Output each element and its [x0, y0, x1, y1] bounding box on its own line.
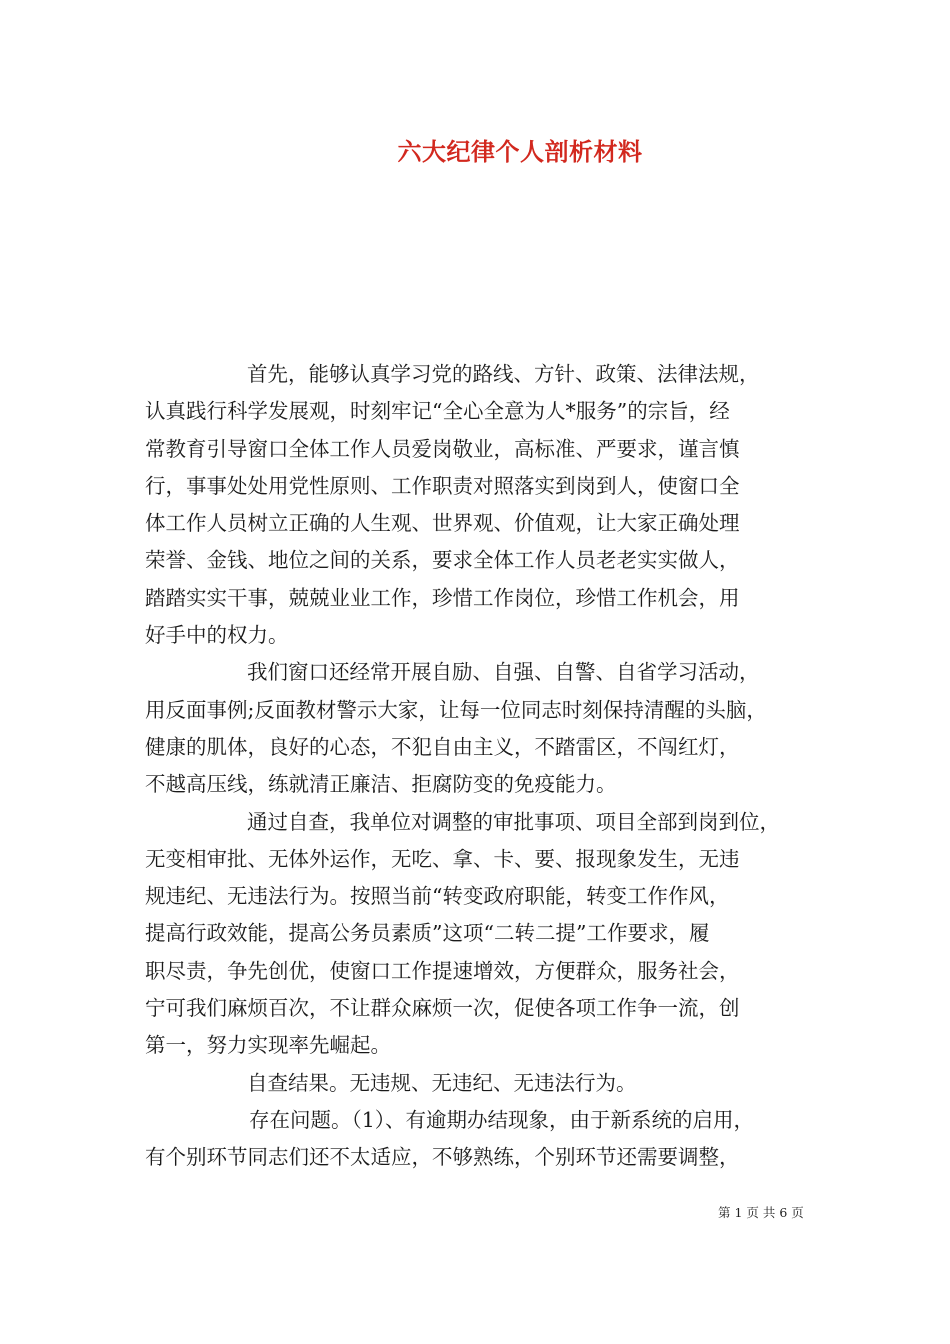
paragraph [145, 356, 805, 654]
paragraph-line: 第一，努力实现率先崛起。 [145, 1033, 391, 1058]
paragraph-line: 自查结果。无违规、无违纪、无违法行为。 [247, 1070, 637, 1095]
paragraph-line: 行，事事处处用党性原则、工作职责对照落实到岗到人，使窗口全 [145, 473, 740, 498]
document-title: 六大纪律个人剖析材料 [397, 137, 643, 166]
paragraph-line: 宁可我们麻烦百次，不让群众麻烦一次，促使各项工作争一流，创 [145, 996, 740, 1021]
paragraph-line: 认真践行科学发展观，时刻牢记“全心全意为人*服务”的宗旨，经 [145, 399, 730, 424]
paragraph-line: 无变相审批、无体外运作，无吃、拿、卡、要、报现象发生，无违 [145, 846, 740, 871]
paragraph [145, 804, 805, 1065]
paragraph-line: 常教育引导窗口全体工作人员爱岗敬业，高标准、严要求，谨言慎 [145, 436, 740, 461]
paragraph-line: 首先，能够认真学习党的路线、方针、政策、法律法规， [247, 362, 760, 386]
paragraph-line: 职尽责，争先创优，使窗口工作提速增效，方便群众，服务社会， [145, 958, 740, 983]
paragraph [145, 1102, 805, 1177]
paragraph-line: 不越高压线，练就清正廉洁、拒腐防变的免疫能力。 [145, 772, 617, 797]
paragraph-line: 规违纪、无违法行为。按照当前“转变政府职能，转变工作作风， [145, 884, 730, 909]
paragraph [145, 654, 805, 803]
paragraph-line: 健康的肌体，良好的心态，不犯自由主义，不踏雷区，不闯红灯， [145, 734, 740, 759]
paragraph-line: 有个别环节同志们还不太适应，不够熟练，个别环节还需要调整， [145, 1145, 740, 1170]
paragraph [145, 1065, 805, 1102]
paragraph-line: 我们窗口还经常开展自励、自强、自警、自省学习活动， [247, 660, 760, 685]
page-footer: 第 1 页 共 6 页 [718, 1205, 804, 1220]
paragraph-line: 存在问题。（1）、有逾期办结现象，由于新系统的启用， [249, 1107, 755, 1132]
paragraph-line: 好手中的权力。 [145, 623, 289, 648]
paragraph-line: 荣誉、金钱、地位之间的关系，要求全体工作人员老老实实做人， [145, 548, 740, 573]
document-body [145, 356, 805, 1177]
paragraph-line: 用反面事例;反面教材警示大家，让每一位同志时刻保持清醒的头脑， [145, 697, 767, 722]
paragraph-line: 体工作人员树立正确的人生观、世界观、价值观，让大家正确处理 [145, 511, 740, 536]
paragraph-line: 通过自查，我单位对调整的审批事项、项目全部到岗到位， [247, 809, 780, 834]
paragraph-line: 提高行政效能，提高公务员素质”这项“二转二提”工作要求，履 [145, 921, 710, 946]
paragraph-line: 踏踏实实干事，兢兢业业工作，珍惜工作岗位，珍惜工作机会，用 [145, 585, 740, 610]
